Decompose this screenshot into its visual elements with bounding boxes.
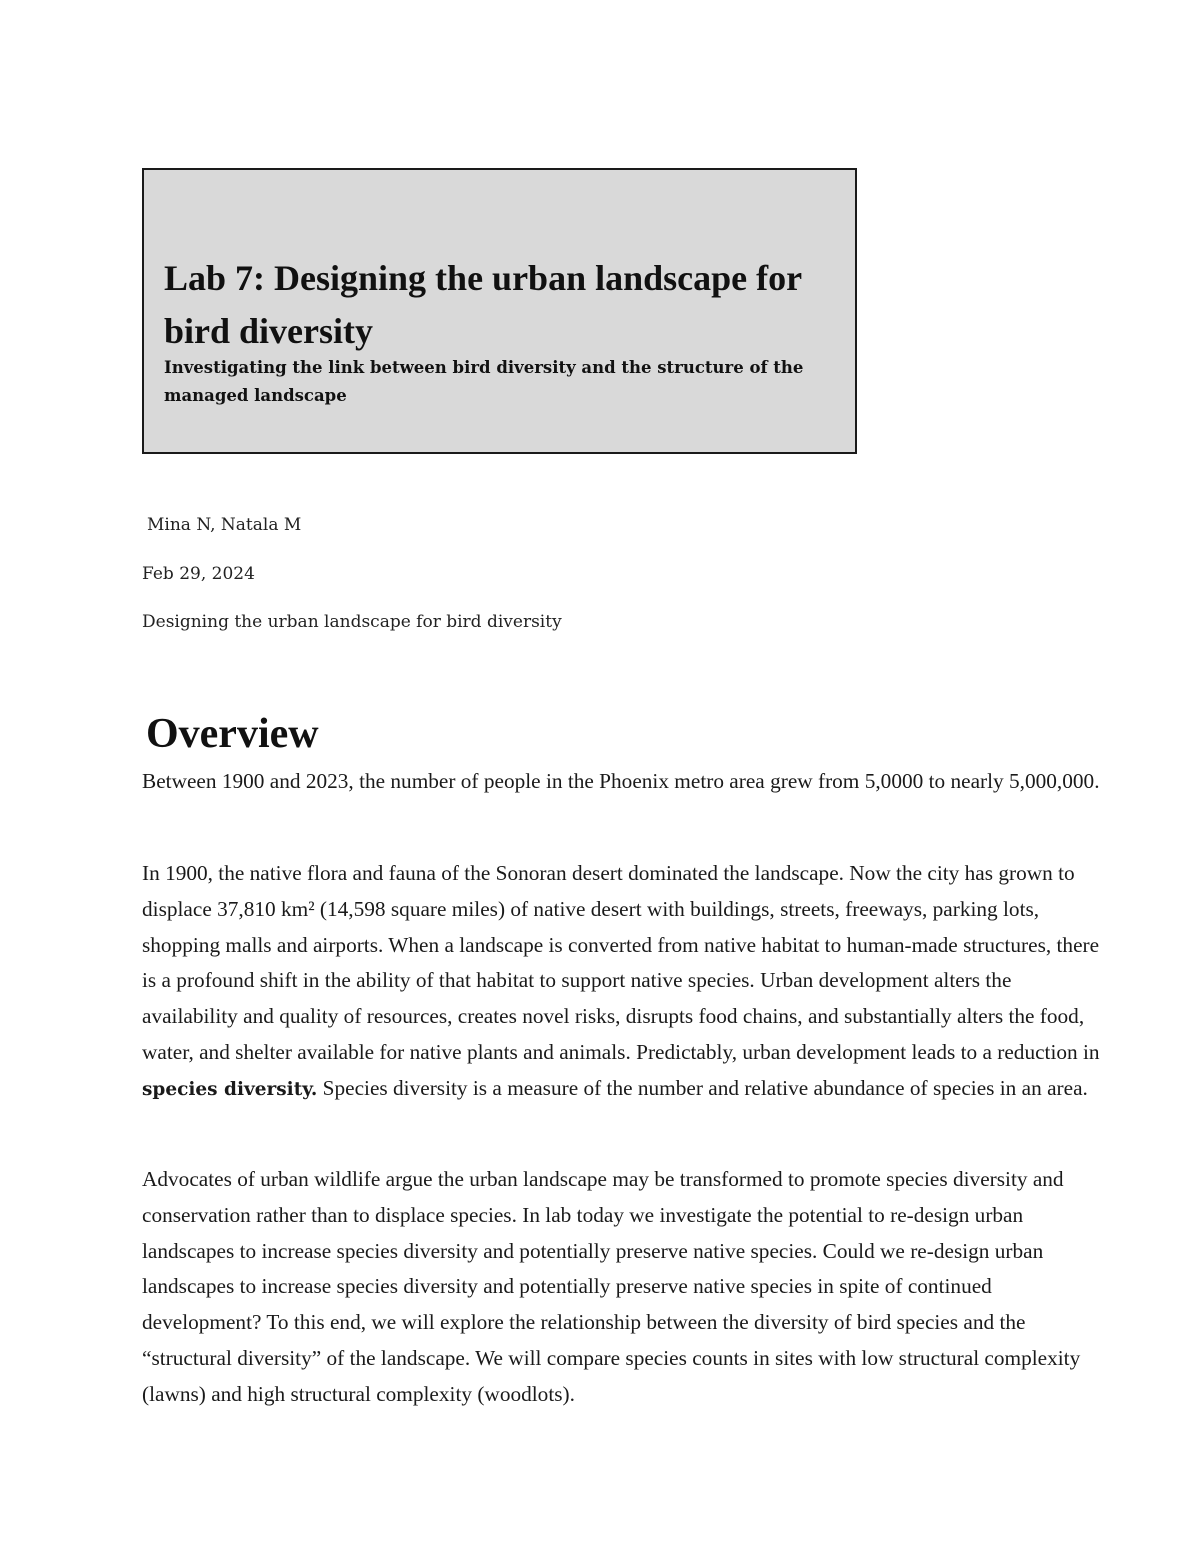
document-title: Lab 7: Designing the urban landscape for bird diversity (164, 258, 802, 351)
author-line: Mina N, Natala M (147, 515, 302, 535)
document-subtitle: Investigating the link between bird diversity and the structure of the managed landscape (164, 358, 804, 405)
species-diversity-term: species diversity. (142, 1078, 318, 1100)
overview-paragraph-3: Advocates of urban wildlife argue the urban landscape may be transformed to promote species diversity and conservation rather than to displace species. In lab today we investigate the potential to re-design urban landscapes to increase species diversity and potentially preserve native species. Could we re-design urban landscapes to increase species diversity and potentially preserve native species in spite of continued development? To this end, we will explore the relationship between the diversity of bird species and the “structural diversity” of the landscape. We will compare species counts in sites with low structural complexity (lawns) and high structural complexity (woodlots). (142, 1167, 1081, 1406)
paragraph-2-text-end: Species diversity is a measure of the number and relative abundance of species in an area. (317, 1075, 1088, 1100)
date-line: Feb 29, 2024 (142, 564, 255, 584)
title-box (142, 168, 857, 454)
overview-paragraph-1: Between 1900 and 2023, the number of people in the Phoenix metro area grew from 5,0000 to nearly 5,000,000. (142, 769, 1100, 793)
overview-heading: Overview (146, 711, 319, 757)
overview-paragraph-2 (142, 856, 1107, 1108)
paragraph-2-text-start: In 1900, the native flora and fauna of the Sonoran desert dominated the landscape. Now the city has grown to displace 37,810 km² (14,598 square miles) of native desert with buildings, streets, freeways, parking lots, shopping malls and airports. When a landscape is converted from native habitat to human-made structures, there is a profound shift in the ability of that habitat to support native species. Urban development alters the availability and quality of resources, creates novel risks, disrupts food chains, and substantially alters the food, water, and shelter available for native plants and animals. Predictably, urban development leads to a reduction in (142, 861, 1100, 1064)
topic-line: Designing the urban landscape for bird diversity (142, 612, 562, 632)
